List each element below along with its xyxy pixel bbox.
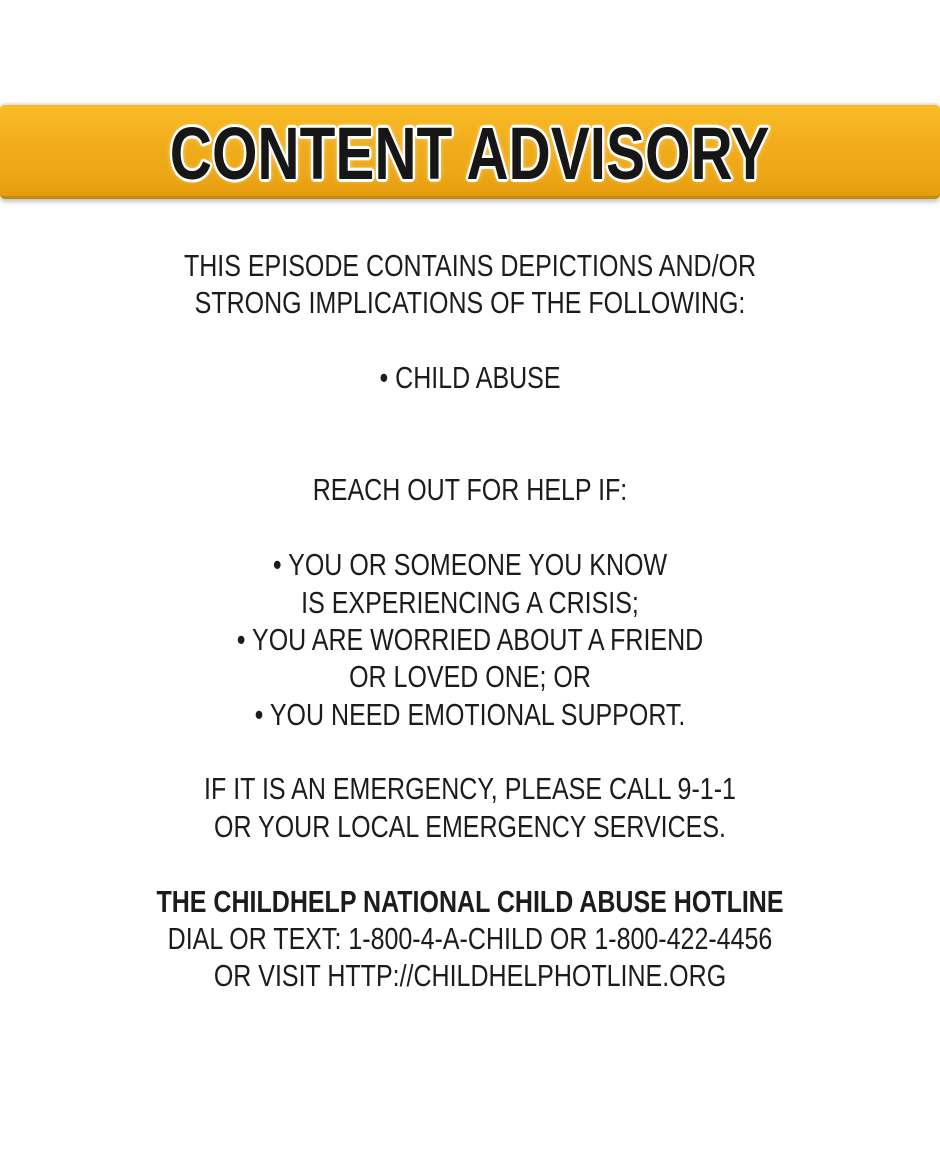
- spacer: [85, 734, 856, 771]
- help-line-5: • YOU NEED EMOTIONAL SUPPORT.: [254, 697, 686, 732]
- spacer: [85, 846, 856, 883]
- help-line-4: OR LOVED ONE; OR: [349, 660, 591, 695]
- hotline-visit-line: OR VISIT HTTP://CHILDHELPHOTLINE.ORG: [213, 959, 727, 994]
- intro-line-1: THIS EPISODE CONTAINS DEPICTIONS AND/OR: [183, 249, 757, 283]
- spacer: [85, 398, 856, 435]
- hotline-title: THE CHILDHELP NATIONAL CHILD ABUSE HOTLINE: [156, 884, 784, 919]
- help-heading: REACH OUT FOR HELP IF:: [312, 473, 628, 508]
- advisory-body: [85, 248, 856, 996]
- help-line-1: • YOU OR SOMEONE YOU KNOW: [272, 548, 668, 583]
- banner-title: CONTENT ADVISORY: [170, 112, 770, 195]
- content-advisory-banner: [0, 104, 940, 199]
- spacer: [85, 323, 856, 360]
- emergency-line-1: IF IT IS AN EMERGENCY, PLEASE CALL 9-1-1: [204, 772, 736, 807]
- spacer: [85, 510, 856, 547]
- help-line-3: • YOU ARE WORRIED ABOUT A FRIEND: [236, 622, 704, 657]
- warning-item-child-abuse: • CHILD ABUSE: [379, 361, 561, 396]
- spacer: [85, 435, 856, 472]
- emergency-line-2: OR YOUR LOCAL EMERGENCY SERVICES.: [214, 809, 726, 844]
- help-line-2: IS EXPERIENCING A CRISIS;: [301, 585, 639, 620]
- hotline-dial-line: DIAL OR TEXT: 1-800-4-A-CHILD OR 1-800-422-4456: [167, 922, 773, 957]
- intro-line-2: STRONG IMPLICATIONS OF THE FOLLOWING:: [194, 286, 746, 321]
